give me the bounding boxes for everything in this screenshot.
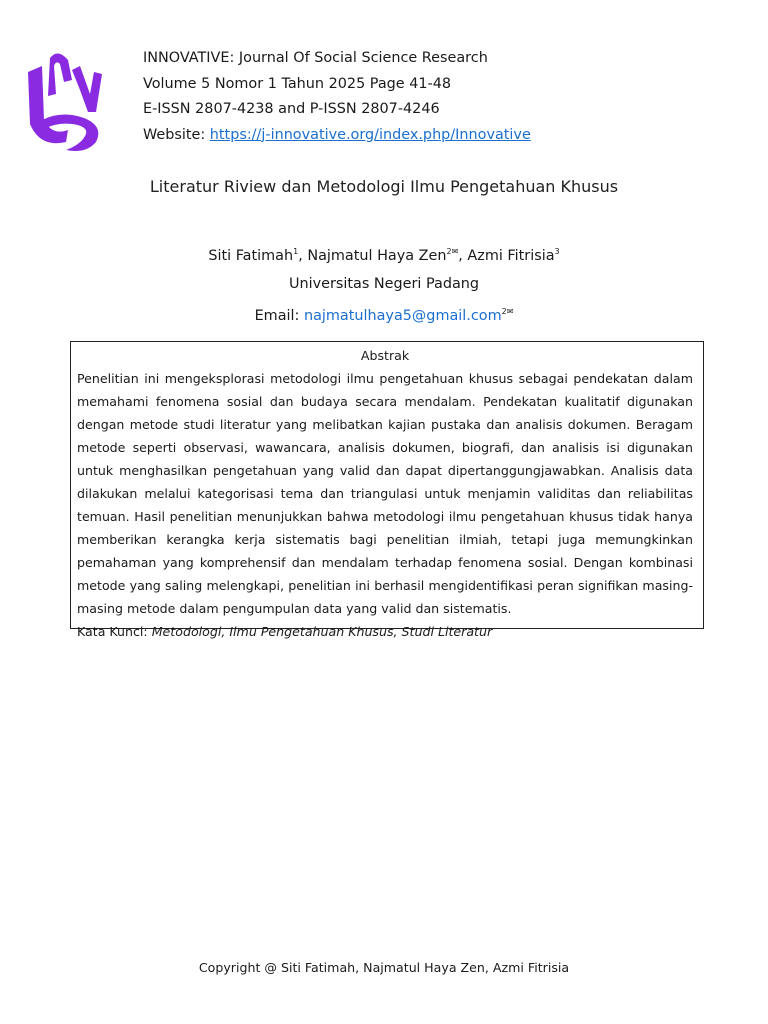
keywords-value: Metodologi, Ilmu Pengetahuan Khusus, Studi Literatur [151,624,493,639]
mail-icon: ✉ [451,247,459,256]
copyright-footer: Copyright @ Siti Fatimah, Najmatul Haya Zen, Azmi Fitrisia [198,960,570,975]
website-link[interactable]: https://j-innovative.org/index.php/Innovative [209,126,531,143]
affiliation: Universitas Negeri Padang [288,276,480,292]
journal-website [143,123,531,149]
email-link[interactable]: najmatulhaya5@gmail.com [303,308,502,324]
journal-issn: E-ISSN 2807-4238 and P-ISSN 2807-4246 [143,101,440,117]
keywords-line [77,620,693,643]
journal-volume: Volume 5 Nomor 1 Tahun 2025 Page 41-48 [143,75,452,92]
author-affiliation-mark: 2✉ [446,247,459,256]
email-line [0,298,768,330]
email-mark: 2✉ [501,307,514,316]
abstract-body: Penelitian ini mengeksplorasi metodologi ilmu pengetahuan khusus sebagai pendekatan dalam memahami fenomena sosial dan budaya secara mendalam. Pendekatan kualitatif digunakan dengan metode studi literatur yang melibatkan kajian pustaka dan analisis dokumen. Beragam metode seperti observasi, wawancara, analisis dokumen, biografi, dan analisis isi digunakan untuk menghasilkan pengetahuan yang valid dan dapat dipertanggungjawabkan. Analisis data dilakukan melalui kategorisasi tema dan triangulasi untuk menjamin validitas dan reliabilitas temuan. Hasil penelitian menunjukkan bahwa metodologi ilmu pengetahuan khusus tidak hanya memberikan kerangka kerja sistematis bagi penelitian ilmiah, tetapi juga memungkinkan pemahaman yang komprehensif dan mendalam terhadap fenomena sosial. Dengan kombinasi metode yang saling melengkapi, penelitian ini berhasil mengidentifikasi peran signifikan masing-masing metode dalam pengumpulan data yang valid dan sistematis. [77,371,693,616]
author-affiliation-mark: 1 [293,247,299,256]
journal-header [143,46,531,148]
website-label: Website: [143,126,210,143]
author-name: Siti Fatimah [208,248,294,264]
author-affiliation-mark: 3 [554,247,560,256]
author-name: , Najmatul Haya Zen [298,248,447,264]
abstract-box [70,341,704,639]
abstract-heading: Abstrak [360,348,410,363]
journal-logo [22,50,112,152]
author-block [0,238,768,330]
journal-name: INNOVATIVE: Journal Of Social Science Research [143,50,488,66]
author-list [0,238,768,270]
author-name: , Azmi Fitrisia [458,248,555,264]
email-label: Email: [254,308,304,324]
mail-icon: ✉ [506,307,514,316]
paper-title: Literatur Riview dan Metodologi Ilmu Pengetahuan Khusus [149,177,619,196]
keywords-label: Kata Kunci: [77,624,152,639]
